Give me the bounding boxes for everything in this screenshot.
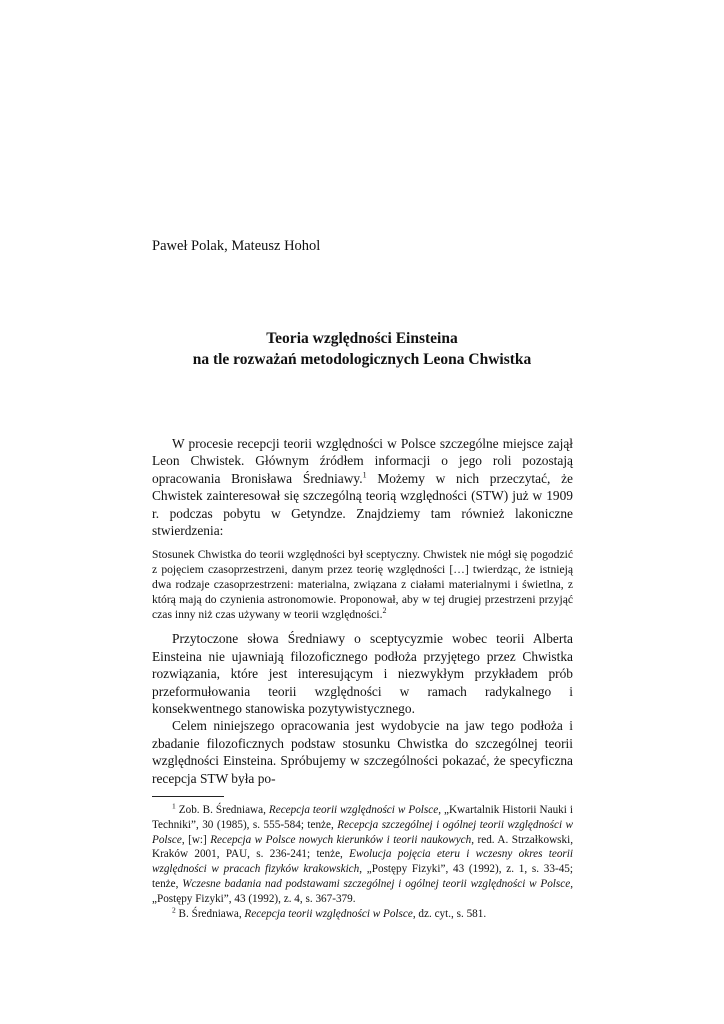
footnote-2-number: 2 [172, 904, 176, 914]
paragraph-1 [152, 435, 573, 539]
paragraph-3: Celem niniejszego opracowania jest wydobycie na jaw tego podłoża i zbadanie filozoficznych podstaw stosunku Chwistka do szczególnej teorii względności Einsteina. Spróbujemy w szczególności pokazać, że specyficzna recepcja STW była po- [152, 718, 573, 786]
footnote-2-text-2: , dz. cyt., s. 581. [412, 907, 487, 920]
footnote-1-italic-1: Recepcja teorii względności w Polsce [268, 804, 439, 817]
footnote-ref-1: 1 [362, 470, 367, 480]
article-body [152, 435, 573, 921]
footnote-separator [152, 796, 224, 797]
footnote-1-text-2: , „Kwartalnik Historii Nauki i Techniki”, 30 (1985), s. 555-584; tenże, [152, 804, 573, 831]
footnote-2 [152, 904, 573, 922]
footnote-2-text-1: B. Średniawa, [175, 907, 245, 920]
footnote-1-text-1: Zob. B. Średniawa, [175, 804, 269, 817]
block-quote [152, 547, 573, 622]
footnote-ref-2: 2 [382, 606, 387, 616]
paragraph-2: Przytoczone słowa Średniawy o sceptycyzmie wobec teorii Alberta Einsteina nie ujawniają filozoficznego podłoża przyjętego przez Chwistka rozwiązania, które jest interesującym i niezwykłym przykładem prób przeformułowania teorii względności w ramach radykalnego i konsekwentnego stanowiska pozytywistycznego. [152, 631, 573, 717]
footnote-1-italic-2: Recepcja szczególnej i ogólnej teorii względności w Polsce [152, 818, 573, 846]
footnote-1-italic-4: Ewolucja pojęcia eteru i wczesny okres teorii względności w pracach fizyków krakowskich [152, 848, 573, 876]
footnote-1-italic-5: Wczesne badania nad podstawami szczególnej i ogólnej teorii względności w Polsce [182, 878, 571, 891]
footnote-1-text-6: , „Postępy Fizyki”, 43 (1992), z. 4, s. 367-379. [152, 878, 573, 905]
footnote-1-text-4: , red. A. Strzałkowski, Kraków 2001, PAU, s. 236-241; tenże, [152, 833, 573, 861]
footnote-1-italic-3: Recepcja w Polsce nowych kierunków i teorii naukowych [210, 833, 472, 846]
paragraph-1-text-a: W procesie recepcji teorii względności w Polsce szczególne miejsce zajął Leon Chwistek. Głównym źródłem informacji o jego roli pozostają opracowania Bronisława Średniawy. [152, 436, 573, 486]
footnote-1-text-5: , „Postępy Fizyki”, 43 (1992), z. 1, s. 33-45; tenże, [152, 863, 574, 891]
footnote-1-number: 1 [172, 801, 176, 811]
footnote-1 [152, 803, 573, 907]
title-line-2: na tle rozważań metodologicznych Leona Chwistka [192, 351, 532, 368]
title-line-1: Teoria względności Einsteina [266, 330, 458, 347]
paragraph-1-text-b: Możemy w nich przeczytać, że Chwistek zainteresował się szczególną teorią względności (STW) już w 1909 r. podczas pobytu w Getyndze. Znajdziemy tam również lakoniczne stwierdzenia: [152, 470, 573, 539]
block-quote-text: Stosunek Chwistka do teorii względności był sceptyczny. Chwistek nie mógł się pogodzić z pojęciem czasoprzestrzeni, danym przez teorię względności […] twierdząc, że istnieją dwa rodzaje czasoprzestrzeni: materialna, związana z ciałami materialnymi i świetlna, z którą mają do czynienia astronomowie. Proponował, aby w tej drugiej przestrzeni przyjąć czas inny niż czas używany w teorii względności. [152, 548, 573, 622]
footnotes [152, 803, 573, 921]
authors: Paweł Polak, Mateusz Hohol [152, 238, 321, 254]
footnote-1-text-3: , [w:] [181, 833, 211, 846]
article-title [120, 328, 604, 370]
footnote-2-italic-1: Recepcja teorii względności w Polsce [244, 907, 413, 920]
